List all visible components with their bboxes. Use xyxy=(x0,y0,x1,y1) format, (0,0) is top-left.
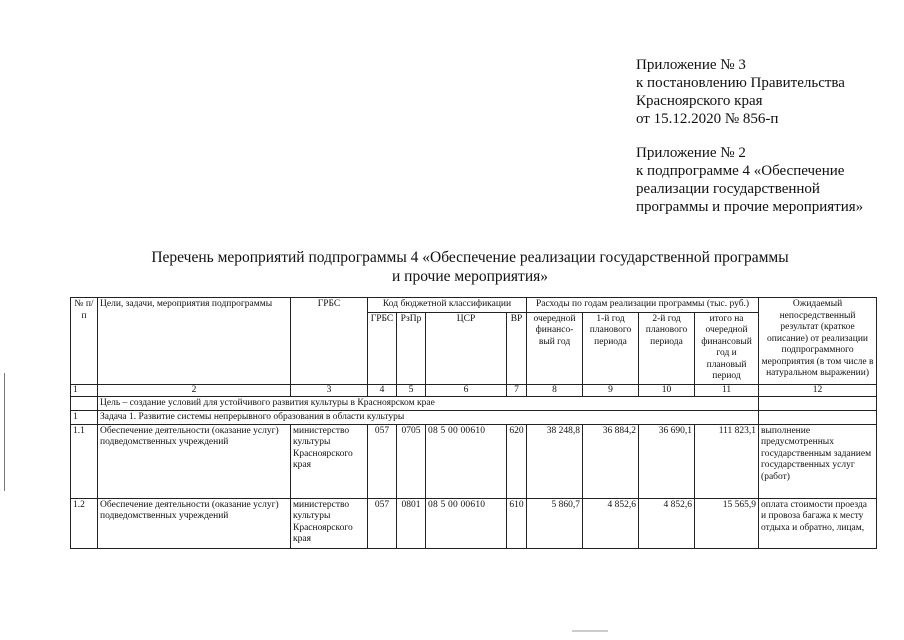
row-plan-year-1: 36 884,2 xyxy=(583,424,639,498)
column-number: 8 xyxy=(527,384,583,396)
header-exp-plan1: 1-й год планового периода xyxy=(583,312,639,384)
appendix-3-line-1: Приложение № 3 xyxy=(636,57,746,73)
header-exp-plan2: 2-й год планового периода xyxy=(639,312,695,384)
goal-row-num xyxy=(71,396,98,410)
column-number: 4 xyxy=(368,384,397,396)
row-rzpr: 0705 xyxy=(397,424,426,498)
table-row xyxy=(71,498,877,548)
header-exp-total: итого на очередной финансовый год и плановый период xyxy=(695,312,759,384)
header-expenses: Расходы по годам реализации программы (тыс. руб.) xyxy=(527,298,759,313)
column-number: 9 xyxy=(583,384,639,396)
header-grbs: ГРБС xyxy=(291,298,368,385)
appendix-3-line-3: Красноярского края xyxy=(636,93,763,109)
row-csr: 08 5 00 00610 xyxy=(426,424,507,498)
goal-row xyxy=(71,396,877,410)
row-rzpr: 0801 xyxy=(397,498,426,548)
column-number: 5 xyxy=(397,384,426,396)
row-current-year: 38 248,8 xyxy=(527,424,583,498)
header-goals: Цели, задачи, мероприятия подпрограммы xyxy=(98,298,291,385)
row-total: 111 823,1 xyxy=(695,424,759,498)
row-activity: Обеспечение деятельности (оказание услуг) подведомственных учреждений xyxy=(98,424,291,498)
row-activity: Обеспечение деятельности (оказание услуг) подведомственных учреждений xyxy=(98,498,291,548)
header-row-1 xyxy=(71,298,877,313)
column-numbers-row xyxy=(71,384,877,396)
header-code-grbs: ГРБС xyxy=(368,312,397,384)
appendix-3-line-4: от 15.12.2020 № 856-п xyxy=(636,111,779,127)
task-row-result xyxy=(759,410,877,424)
appendix-2-line-4: программы и прочие мероприятия» xyxy=(636,199,864,215)
appendix-3-block xyxy=(636,56,845,128)
row-vr: 610 xyxy=(507,498,527,548)
goal-text: Цель – создание условий для устойчивого развития культуры в Красноярском крае xyxy=(98,396,759,410)
appendix-2-line-1: Приложение № 2 xyxy=(636,145,746,161)
row-num: 1.2 xyxy=(71,498,98,548)
row-grbs-code: 057 xyxy=(368,424,397,498)
column-number: 2 xyxy=(98,384,291,396)
scan-artifact-line xyxy=(4,373,5,491)
row-plan-year-1: 4 852,6 xyxy=(583,498,639,548)
task-num: 1 xyxy=(71,410,98,424)
appendix-3-line-2: к постановлению Правительства xyxy=(636,75,845,91)
row-total: 15 565,9 xyxy=(695,498,759,548)
row-grbs-code: 057 xyxy=(368,498,397,548)
goal-row-result xyxy=(759,396,877,410)
column-number: 3 xyxy=(291,384,368,396)
appendix-2-block xyxy=(636,144,863,216)
table-row xyxy=(71,424,877,498)
row-vr: 620 xyxy=(507,424,527,498)
task-text: Задача 1. Развитие системы непрерывного образования в области культуры xyxy=(98,410,759,424)
column-number: 6 xyxy=(426,384,507,396)
header-code-vr: ВР xyxy=(507,312,527,384)
scan-artifact-dash xyxy=(572,630,608,632)
row-num: 1.1 xyxy=(71,424,98,498)
row-csr: 08 5 00 00610 xyxy=(426,498,507,548)
column-number: 10 xyxy=(639,384,695,396)
document-title xyxy=(120,248,820,286)
appendix-2-line-3: реализации государственной xyxy=(636,181,820,197)
row-result: выполнение предусмотренных государственным заданием государственных услуг (работ) xyxy=(759,424,877,498)
header-code-rzpr: РзПр xyxy=(397,312,426,384)
header-budget-code: Код бюджетной классификации xyxy=(368,298,527,313)
row-plan-year-2: 36 690,1 xyxy=(639,424,695,498)
column-number: 1 xyxy=(71,384,98,396)
row-grbs-name: министерство культуры Красноярского края xyxy=(291,498,368,548)
document-title-line-2: и прочие мероприятия» xyxy=(391,268,548,285)
activities-table xyxy=(70,297,877,549)
appendix-2-line-2: к подпрограмме 4 «Обеспечение xyxy=(636,163,845,179)
header-exp-current: очередной финансо-вый год xyxy=(527,312,583,384)
header-num: № п/п xyxy=(71,298,98,385)
column-number: 11 xyxy=(695,384,759,396)
header-code-csr: ЦСР xyxy=(426,312,507,384)
row-current-year: 5 860,7 xyxy=(527,498,583,548)
header-result: Ожидаемый непосредственный результат (краткое описание) от реализации подпрограммного мероприятия (в том числе в натуральном выражении) xyxy=(759,298,877,385)
column-number: 12 xyxy=(759,384,877,396)
row-grbs-name: министерство культуры Красноярского края xyxy=(291,424,368,498)
document-title-line-1: Перечень мероприятий подпрограммы 4 «Обеспечение реализации государственной программы xyxy=(151,249,789,266)
column-number: 7 xyxy=(507,384,527,396)
row-plan-year-2: 4 852,6 xyxy=(639,498,695,548)
task-row xyxy=(71,410,877,424)
row-result: оплата стоимости проезда и провоза багажа к месту отдыха и обратно, лицам, xyxy=(759,498,877,548)
